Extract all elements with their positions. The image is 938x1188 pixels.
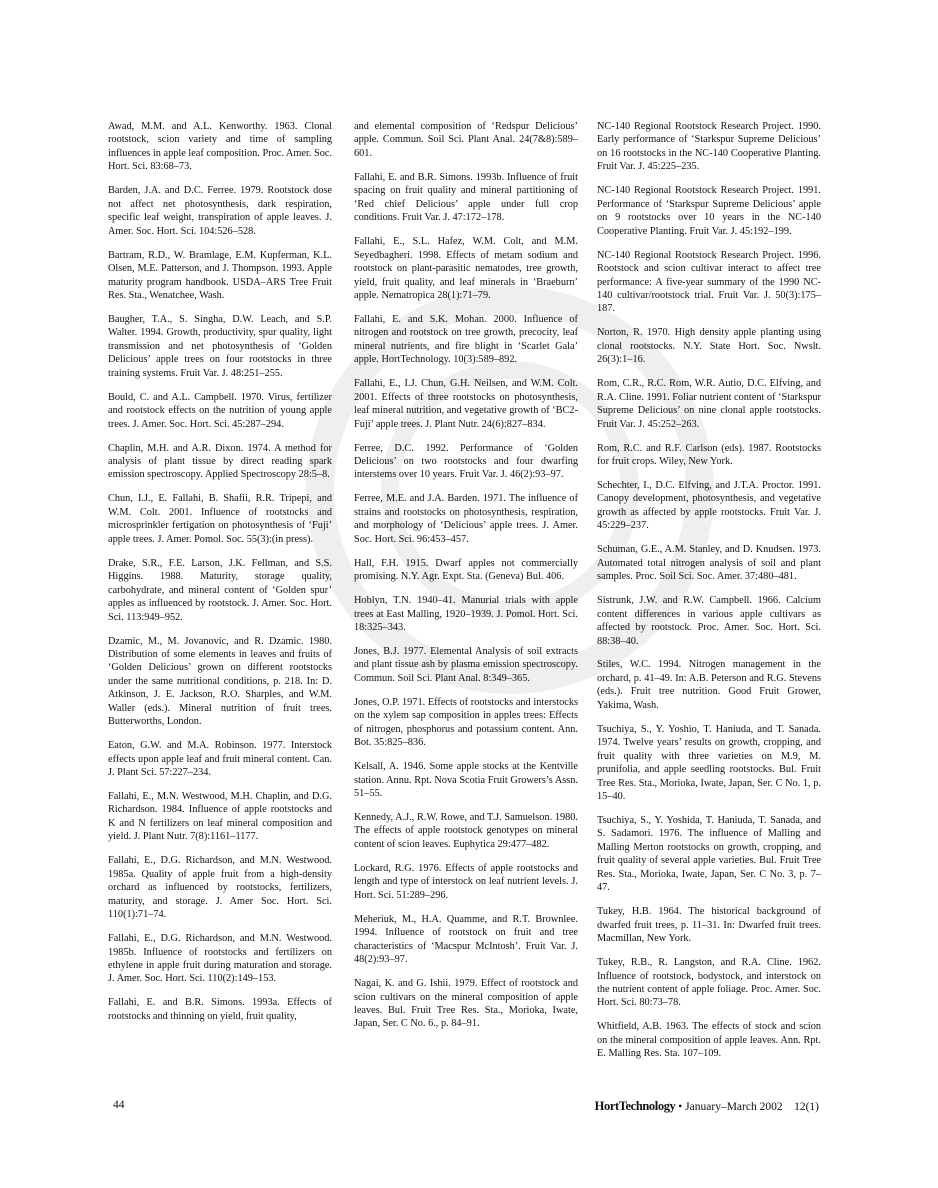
reference-entry: Bould, C. and A.L. Campbell. 1970. Virus, fertilizer and rootstock effects on the nutrition of young apple trees. J. Amer. Soc. Hort. Sci. 45:287–294. <box>108 391 332 430</box>
reference-entry: Rom, R.C. and R.F. Carlson (eds). 1987. Rootstocks for fruit crops. Wiley, New York. <box>597 442 821 468</box>
reference-entry: Fallahi, E. and B.R. Simons. 1993b. Influence of fruit spacing on fruit quality and mineral partitioning of ‘Red chief Delicious’ apple under full crop conditions. Fruit Var. J. 47:172–178. <box>354 171 578 224</box>
reference-entry: Dzamic, M., M. Jovanovic, and R. Dzamic. 1980. Distribution of some elements in leaves and fruits of ‘Golden Delicious’ grown on different rootstocks under the same nutritional conditions, p. 218. In: D. Atkinson, J. E. Jackson, R.O. Sharples, and W.M. Waller (eds.). Mineral nutrition of fruit trees. Butterworths, London. <box>108 635 332 728</box>
reference-entry: Fallahi, E. and B.R. Simons. 1993a. Effects of rootstocks and thinning on yield, fruit quality, <box>108 997 332 1022</box>
reference-entry: Tukey, H.B. 1964. The historical background of dwarfed fruit trees, p. 11–31. In: Dwarfed fruit trees. Macmillan, New York. <box>597 906 821 945</box>
references-column-3 <box>597 120 821 1071</box>
reference-entry: Hall, F.H. 1915. Dwarf apples not commercially promising. N.Y. Agr. Expt. Sta. (Geneva) Bul. 406. <box>354 557 578 583</box>
journal-citation <box>595 1099 819 1114</box>
reference-entry: Fallahi, E., D.G. Richardson, and M.N. Westwood. 1985b. Influence of rootstocks and fertilizers on ethylene in apple fruit during maturation and storage. J. Amer. Soc. Hort. Sci. 110(2):149–153. <box>108 933 332 985</box>
reference-entry: Rom, C.R., R.C. Rom, W.R. Autio, D.C. Elfving, and R.A. Cline. 1991. Foliar nutrient content of ‘Starkspur Supreme Delicious’ on nine clonal apple rootstocks. Fruit Var. J. 45:252–263. <box>597 378 821 430</box>
reference-entry: Ferree, M.E. and J.A. Barden. 1971. The influence of strains and rootstocks on photosynthesis, respiration, and morphology of ‘Delicious’ apple trees. J. Amer. Soc. Hort. Sci. 96:453–457. <box>354 493 578 545</box>
reference-entry: Hoblyn, T.N. 1940–41. Manurial trials with apple trees at East Malling, 1920–1939. J. Pomol. Hort. Sci. 18:325–343. <box>354 595 578 634</box>
reference-entry: Baugher, T.A., S. Singha, D.W. Leach, and S.P. Walter. 1994. Growth, productivity, spur quality, light transmission and net photosynthesis of ‘Golden Delicious’ apple trees on four rootstocks in three training systems. Fruit Var. J. 48:251–255. <box>108 313 332 379</box>
reference-entry: Chun, I.J., E. Fallahi, B. Shafii, R.R. Tripepi, and W.M. Colt. 2001. Influence of rootstocks and microsprinkler fertigation on photosynthesis of ‘Fuji’ apple trees. J. Amer. Pomol. Soc. 55(3):(in press). <box>108 493 332 545</box>
references-column-1 <box>108 120 332 1034</box>
reference-entry: Fallahi, E., M.N. Westwood, M.H. Chaplin, and D.G. Richardson. 1984. Influence of apple rootstocks and K and N fertilizers on leaf mineral composition and yield. J. Plant Nutr. 7(8):1161–1177. <box>108 791 332 843</box>
reference-entry: Barden, J.A. and D.C. Ferree. 1979. Rootstock dose not affect net photosynthesis, dark respiration, specific leaf weight, transpiration of apple leaves. J. Amer. Soc. Hort. Sci. 104:526–528. <box>108 185 332 237</box>
reference-entry: NC-140 Regional Rootstock Research Project. 1996. Rootstock and scion cultivar interact to affect tree performance: A five-year summary of the 1990 NC-140 cultivar/rootstock trial. Fruit Var. J. 50(3):175–187. <box>597 249 821 315</box>
reference-entry: NC-140 Regional Rootstock Research Project. 1990. Early performance of ‘Starkspur Supreme Delicious’ on 16 rootstocks in the NC-140 Cooperative Planting. Fruit Var. J. 45:225–235. <box>597 121 821 173</box>
reference-entry: NC-140 Regional Rootstock Research Project. 1991. Performance of ‘Starkspur Supreme Delicious’ apple on 9 rootstocks over 10 years in the NC-140 Cooperative Planting. Fruit Var. J. 45:192–199. <box>597 185 821 237</box>
reference-entry: Fallahi, E. and S.K. Mohan. 2000. Influence of nitrogen and rootstock on tree growth, precocity, leaf mineral nutrients, and fire blight in ‘Scarlet Gala’ apple. HortTechnology. 10(3):589–892. <box>354 313 578 366</box>
references-column-2 <box>354 120 578 1041</box>
reference-entry: Awad, M.M. and A.L. Kenworthy. 1963. Clonal rootstock, scion variety and time of sampling influences in apple leaf composition. Proc. Amer. Soc. Hort. Sci. 83:68–73. <box>108 121 332 173</box>
reference-entry: Kennedy, A.J., R.W. Rowe, and T.J. Samuelson. 1980. The effects of apple rootstock genotypes on mineral content of scion leaves. Euphytica 29:477–482. <box>354 812 578 850</box>
reference-entry: Fallahi, E., S.L. Hafez, W.M. Colt, and M.M. Seyedbagheri. 1998. Effects of metam sodium and rootstock on plant-parasitic nematodes, tree growth, yield, fruit quality, and leaf minerals in ‘Braeburn’ apple. Nematropica 28(1):71–79. <box>354 236 578 301</box>
issue-info: • January–March 2002 12(1) <box>678 1101 819 1113</box>
reference-entry: Fallahi, E., D.G. Richardson, and M.N. Westwood. 1985a. Quality of apple fruit from a high-density orchard as influenced by rootstocks, fertilizers, maturity, and storage. J. Amer Soc. Hort. Sci. 110(1):71–74. <box>108 855 332 921</box>
reference-entry: Stiles, W.C. 1994. Nitrogen management in the orchard, p. 41–49. In: A.B. Peterson and R.G. Stevens (eds.). Fruit tree nutrition. Good Fruit Grower, Yakima, Wash. <box>597 659 821 711</box>
reference-entry: Tsuchiya, S., Y. Yoshida, T. Haniuda, T. Sanada, and S. Sadamori. 1976. The influence of Malling and Malling Merton rootstocks on growth, cropping, and fruit quality of several apple varieties. Bul. Fruit Tree Res. Sta., Morioka, Iwate, Japan, Ser. C No. 3, p. 7–47. <box>597 814 821 894</box>
reference-entry: Jones, B.J. 1977. Elemental Analysis of soil extracts and plant tissue ash by plasma emission spectroscopy. Commun. Soil Sci. Plant Anal. 8:349–365. <box>354 646 578 684</box>
reference-entry: Eaton, G.W. and M.A. Robinson. 1977. Interstock effects upon apple leaf and fruit mineral content. Can. J. Plant Sci. 57:227–234. <box>108 740 332 779</box>
reference-entry: Kelsall, A. 1946. Some apple stocks at the Kentville station. Annu. Rpt. Nova Scotia Fruit Growers’s Assn. 51–55. <box>354 761 578 800</box>
page-number: 44 <box>113 1099 125 1111</box>
reference-entry: Chaplin, M.H. and A.R. Dixon. 1974. A method for analysis of plant tissue by direct reading spark emission spectroscopy. Applied Spectroscopy 28:5–8. <box>108 442 332 481</box>
reference-entry: Tukey, R.B., R. Langston, and R.A. Cline. 1962. Influence of rootstock, bodystock, and interstock on the nutrient content of apple foliage. Proc. Amer. Soc. Hort. Sci. 80:73–78. <box>597 957 821 1009</box>
reference-entry: and elemental composition of ‘Redspur Delicious’ apple. Commun. Soil Sci. Plant Anal. 24(7&8):589–601. <box>354 121 578 159</box>
journal-name: HortTechnology <box>594 1099 676 1113</box>
reference-entry: Sistrunk, J.W. and R.W. Campbell. 1966. Calcium content differences in various apple cultivars as affected by rootstock. Proc. Amer. Soc. Hort. Sci. 88:38–40. <box>597 595 821 647</box>
reference-entry: Tsuchiya, S., Y. Yoshio, T. Haniuda, and T. Sanada. 1974. Twelve years’ results on growth, cropping, and fruit quality with three varieties on M.9, M. prunifolia, and apple seedling rootstocks. Bul. Fruit Tree Res. Sta., Morioka, Iwate, Japan, Ser. C No. 1, p. 15–40. <box>597 723 821 803</box>
reference-entry: Drake, S.R., F.E. Larson, J.K. Fellman, and S.S. Higgins. 1988. Maturity, storage quality, carbohydrate, and mineral content of ‘Golden spur’ apples as influenced by rootstock. J. Amer. Soc. Hort. Sci. 113:949–952. <box>108 557 332 623</box>
reference-entry: Jones, O.P. 1971. Effects of rootstocks and interstocks on the xylem sap composition in apples trees: Effects of nitrogen, phosphorus and potassium content. Ann. Bot. 35:825–836. <box>354 696 578 749</box>
reference-entry: Fallahi, E., I.J. Chun, G.H. Neilsen, and W.M. Colt. 2001. Effects of three rootstocks on photosynthesis, leaf mineral nutrition, and vegetative growth of ‘BC2-Fuji’ apple trees. J. Plant Nutr. 24(6):827–834. <box>354 378 578 430</box>
reference-entry: Whitfield, A.B. 1963. The effects of stock and scion on the mineral composition of apple leaves. Ann. Rpt. E. Malling Res. Sta. 107–109. <box>597 1021 821 1060</box>
reference-entry: Schuman, G.E., A.M. Stanley, and D. Knudsen. 1973. Automated total nitrogen analysis of soil and plant samples. Proc. Soil Sci. Soc. Amer. 37:480–481. <box>597 544 821 583</box>
reference-entry: Norton, R. 1970. High density apple planting using clonal rootstocks. N.Y. State Hort. Soc. Nwslt. 26(3):1–16. <box>597 327 821 366</box>
reference-entry: Lockard, R.G. 1976. Effects of apple rootstocks and length and type of interstock on leaf nutrient levels. J. Hort. Sci. 51:289–296. <box>354 862 578 901</box>
reference-entry: Schechter, I., D.C. Elfving, and J.T.A. Proctor. 1991. Canopy development, photosynthesis, and vegetative growth as affected by apple rootstocks. Fruit Var. J. 45:229–237. <box>597 479 821 532</box>
reference-entry: Meheriuk, M., H.A. Quamme, and R.T. Brownlee. 1994. Influence of rootstock on fruit and tree characteristics of ‘Macspur McIntosh’. Fruit Var. J. 48(2):93–97. <box>354 913 578 966</box>
reference-entry: Ferree, D.C. 1992. Performance of ‘Golden Delicious’ on two rootstocks and four dwarfing interstems over 10 years. Fruit Var. J. 46(2):93–97. <box>354 442 578 481</box>
reference-entry: Bartram, R.D., W. Bramlage, E.M. Kupferman, K.L. Olsen, M.E. Patterson, and J. Thompson. 1993. Apple maturity program handbook. USDA–ARS Tree Fruit Res. Sta., Wenatchee, Wash. <box>108 249 332 301</box>
reference-entry: Nagai, K. and G. Ishii. 1979. Effect of rootstock and scion cultivars on the mineral composition of apple leaves. Bul. Fruit Tree Res. Sta., Morioka, Iwate, Japan, Ser. C No. 6., p. 84–91. <box>354 978 578 1030</box>
